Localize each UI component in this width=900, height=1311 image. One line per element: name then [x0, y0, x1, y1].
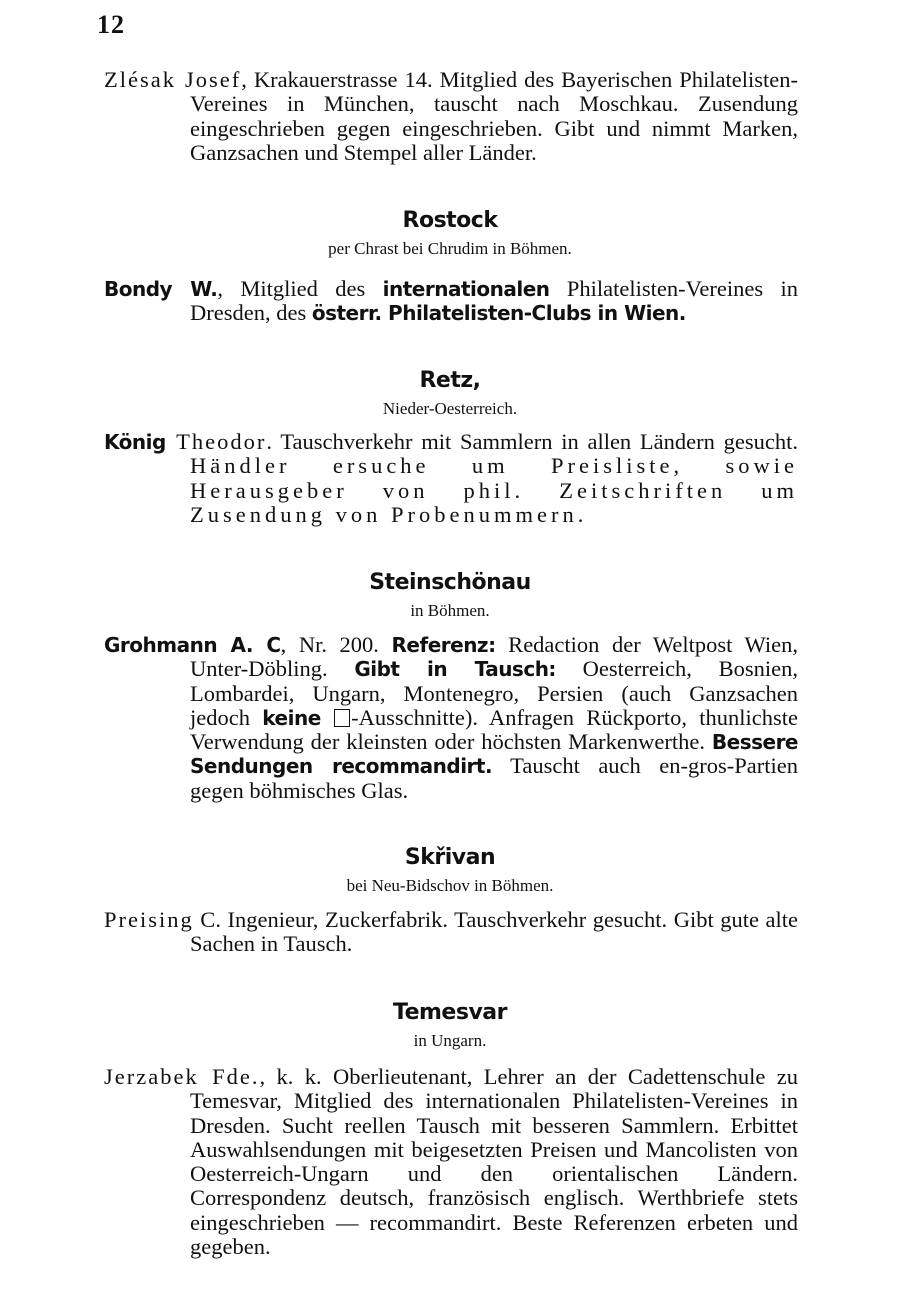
place-name: Rostock: [402, 208, 498, 233]
entry-text-run: , Mitglied des: [217, 276, 383, 301]
bold-text: Bessere Sendungen recommandirt.: [190, 730, 798, 779]
bold-text: internationalen: [382, 277, 550, 301]
entry-jerzabek: [104, 1065, 798, 1259]
entry-koenig: [104, 430, 798, 527]
heading-temesvar: [0, 1000, 900, 1051]
place-region: Nieder-Oesterreich.: [382, 399, 518, 418]
place-name: Temesvar: [393, 1000, 507, 1025]
entry-text: [104, 277, 798, 326]
entry-zlesak: [104, 68, 798, 165]
page-number: 12: [97, 10, 125, 39]
square-symbol-icon: [334, 709, 350, 727]
place-region: in Böhmen.: [410, 601, 490, 620]
place-region: bei Neu-Bidschov in Böhmen.: [346, 876, 554, 895]
place-name: Skřivan: [404, 845, 496, 870]
person-name: Preising: [104, 907, 194, 932]
entry-text-run: Philatelisten-Vereines in Dresden, des: [190, 276, 798, 326]
entry-text: [104, 68, 798, 165]
place-region: per Chrast bei Chrudim in Böhmen.: [328, 239, 572, 258]
entry-bondy: [104, 277, 798, 326]
spaced-text: Händler ersuche um Preisliste, sowie Herausgeber von phil. Zeitschriften um Zusendung von Probenummern.: [190, 453, 798, 527]
bold-text: österr. Philatelisten-Clubs in Wien.: [311, 301, 686, 326]
entry-text-run: Oesterreich, Bosnien, Lombardei, Ungarn, Montenegro, Persien (auch Ganzsachen jedoch: [190, 656, 798, 730]
entry-text-run: . Tauschverkehr mit Sammlern in allen Ländern gesucht.: [266, 429, 798, 454]
heading-skrivan: [0, 845, 900, 896]
entry-text-run: , Krakauerstrasse 14. Mitglied des Bayerischen Philatelisten-Vereines in München, tauscht nach Moschkau. Zusendung eingeschrieben gegen eingeschrieben. Gibt und nimmt Marken, Ganzsachen und Stempel aller Länder.: [190, 67, 799, 165]
entry-preising: [104, 908, 798, 957]
entry-text-run: Tauscht auch en-gros-Partien gegen böhmisches Glas.: [190, 753, 798, 803]
entry-text: [104, 430, 798, 527]
bold-text: Gibt in Tausch:: [354, 657, 556, 682]
entry-grohmann: [104, 633, 798, 803]
bold-text: König: [104, 430, 166, 454]
entry-text: [104, 1065, 798, 1259]
entry-text: [104, 633, 798, 803]
entry-text-run: -Ausschnitte). Anfragen Rückporto, thunlichste Verwendung der kleinsten oder höchsten Markenwerthe.: [190, 704, 798, 755]
entry-text: [104, 908, 798, 957]
entry-text-run: C. Ingenieur, Zuckerfabrik. Tauschverkehr gesucht. Gibt gute alte Sachen in Tausch.: [190, 907, 798, 957]
bold-text: keine: [262, 705, 321, 730]
place-region: in Ungarn.: [413, 1031, 487, 1050]
bold-text: Grohmann A. C: [104, 633, 281, 657]
heading-steinschoenau: [0, 570, 900, 621]
place-name: Retz,: [419, 368, 481, 393]
heading-rostock: [0, 208, 900, 259]
heading-retz: [0, 368, 900, 419]
person-name: Zlésak Josef: [104, 67, 242, 92]
bold-text: Referenz:: [391, 633, 496, 657]
entry-text-run: , k. k. Oberlieutenant, Lehrer an der Cadettenschule zu Temesvar, Mitglied des internationalen Philatelisten-Vereines in Dresden. Sucht reellen Tausch mit besseren Sammlern. Erbittet Auswahlsendungen mit beigesetzten Preisen und Mancolisten von Oesterreich-Ungarn und den orientalischen Ländern. Correspondenz deutsch, französisch englisch. Werthbriefe stets eingeschrieben — recommandirt. Beste Referenzen erbeten und gegeben.: [190, 1064, 798, 1260]
person-name: Theodor: [165, 429, 267, 454]
person-name: Jerzabek Fde.: [104, 1064, 260, 1089]
entry-text-run: , Nr. 200.: [280, 632, 392, 657]
entry-text-run: Redaction der Weltpost Wien, Unter-Döbling.: [190, 632, 799, 682]
bold-text: Bondy W.: [104, 277, 218, 301]
place-name: Steinschönau: [369, 570, 531, 595]
entry-text-run: [321, 705, 333, 730]
